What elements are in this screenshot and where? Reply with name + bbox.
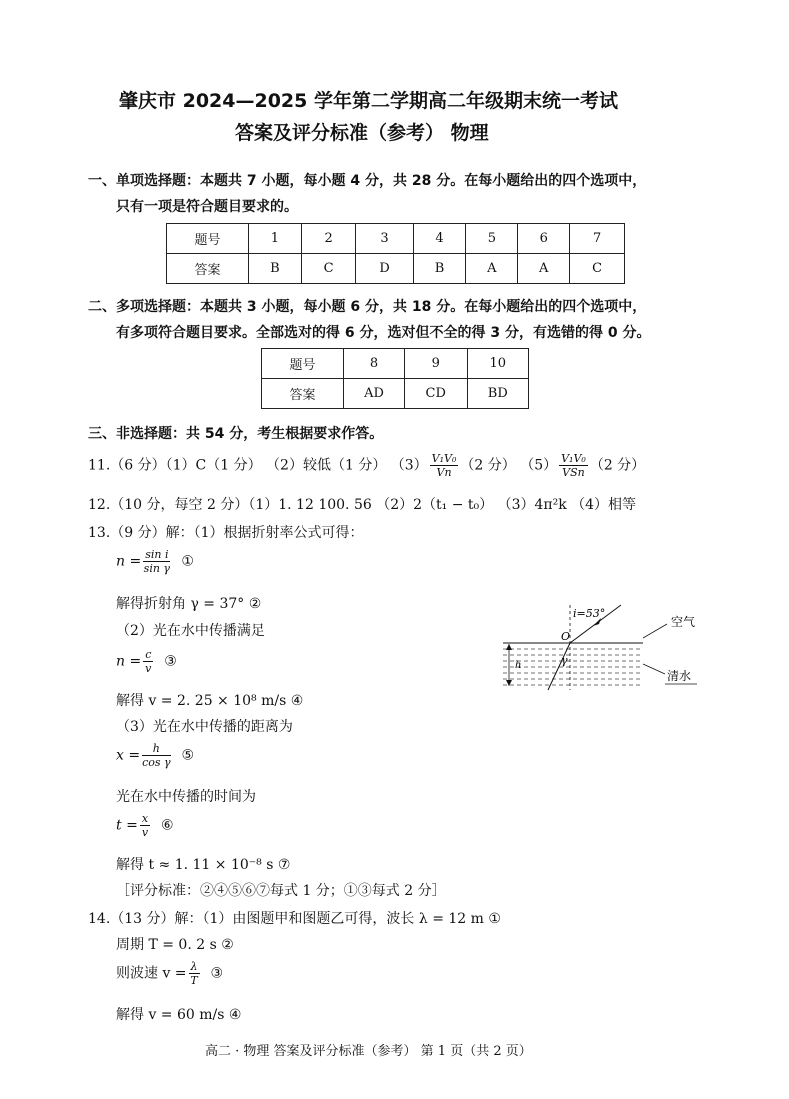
q13-eq1: [116, 548, 194, 575]
table-cell: 5: [466, 224, 518, 254]
q13-eq3-fraction: [143, 648, 153, 675]
table-cell: AD: [344, 379, 405, 409]
q13-eq3-lhs: n =: [116, 653, 142, 670]
q13-line7: 解得 t ≈ 1. 11 × 10⁻⁸ s ⑦: [116, 857, 291, 873]
table-cell: D: [356, 254, 413, 284]
q13-eq6-fraction: [140, 812, 150, 839]
q11-line: [88, 452, 645, 479]
water-leader: [643, 664, 665, 674]
q13-eq5-fraction: [142, 742, 171, 769]
air-label: 空气: [671, 615, 696, 629]
q14-eq3-den: T: [190, 974, 198, 987]
table-cell: BD: [467, 379, 528, 409]
q13-eq5-num: h: [142, 742, 171, 756]
q13-eq5-den: cos γ: [142, 756, 171, 769]
q12-line: 12.（10 分，每空 2 分）（1）1. 12 100. 56 （2）2（t₁ − t₀） （3）4π²k （4）相等: [88, 497, 637, 513]
q13-line6: 光在水中传播的时间为: [116, 789, 256, 805]
table-header-cell: 题号: [167, 224, 249, 254]
q14-heading: 14.（13 分）解：（1）由图题甲和图题乙可得，波长 λ = 12 m ①: [88, 911, 501, 927]
q13-eq6-den: v: [141, 826, 149, 839]
angle-label: i=53°: [573, 607, 606, 620]
refraction-diagram: [495, 600, 715, 695]
q11-mid: （2 分） （5）: [460, 457, 558, 474]
water-lines: [503, 643, 643, 685]
q11-fraction-2: [559, 452, 588, 479]
q13-eq5: [116, 742, 194, 769]
table-row: [262, 379, 529, 409]
q14-eq3-num: λ: [190, 960, 198, 973]
air-leader: [643, 624, 667, 638]
q11-fraction-1: [430, 452, 459, 479]
table-cell: 1: [249, 224, 302, 254]
table-header-cell: 答案: [167, 254, 249, 284]
page-title: 肇庆市 2024—2025 学年第二学期高二年级期末统一考试: [119, 90, 618, 112]
q11-f1-den: Vn: [436, 466, 452, 479]
table-cell: B: [249, 254, 302, 284]
q14-eq3-mark: ③: [210, 965, 223, 982]
table-cell: 10: [467, 349, 528, 379]
q13-line2: 解得折射角 γ = 37° ②: [116, 596, 262, 612]
table-row: [167, 224, 625, 254]
q13-line5: （3）光在水中传播的距离为: [116, 719, 293, 735]
q13-heading: 13.（9 分）解：（1）根据折射率公式可得：: [88, 525, 364, 541]
table-row: [262, 349, 529, 379]
section2-heading-cont: 有多项符合题目要求。全部选对的得 6 分，选对但不全的得 3 分，有选错的得 0 分。: [116, 325, 651, 341]
q13-eq3-mark: ③: [164, 653, 177, 670]
h-label: h: [515, 660, 522, 671]
section1-answer-table: [166, 223, 625, 284]
q14-eq3: [116, 960, 223, 987]
page-subtitle: 答案及评分标准（参考） 物理: [235, 122, 489, 144]
q11-f1-num: V₁V₀: [431, 452, 457, 465]
water-label: 清水: [667, 669, 692, 683]
q13-eq1-mark: ①: [181, 553, 194, 570]
table-cell: 7: [570, 224, 625, 254]
page-footer: 高二 · 物理 答案及评分标准（参考） 第 1 页（共 2 页）: [205, 1044, 532, 1059]
section1-heading-cont: 只有一项是符合题目要求的。: [116, 199, 298, 215]
table-cell: A: [466, 254, 518, 284]
table-header-cell: 答案: [262, 379, 344, 409]
table-cell: CD: [404, 379, 467, 409]
q13-eq3: [116, 648, 177, 675]
section2-heading: 二、多项选择题：本题共 3 小题，每小题 6 分，共 18 分。在每小题给出的四个选项中，: [88, 299, 647, 315]
table-cell: C: [570, 254, 625, 284]
section1-heading: 一、单项选择题：本题共 7 小题，每小题 4 分，共 28 分。在每小题给出的四个选项中，: [88, 173, 647, 189]
gamma-label: γ: [561, 654, 568, 667]
table-header-cell: 题号: [262, 349, 344, 379]
table-cell: 9: [404, 349, 467, 379]
table-cell: 3: [356, 224, 413, 254]
q11-f2-den: VSn: [562, 466, 585, 479]
table-cell: B: [413, 254, 466, 284]
table-cell: 2: [301, 224, 356, 254]
table-cell: C: [301, 254, 356, 284]
table-row: [167, 254, 625, 284]
q14-line4: 解得 v = 60 m/s ④: [116, 1007, 242, 1023]
q13-eq3-num: c: [145, 648, 152, 661]
section2-answer-table: [261, 348, 529, 409]
q13-line3: （2）光在水中传播满足: [116, 623, 265, 639]
q13-eq6-mark: ⑥: [160, 817, 174, 834]
q13-eq1-den: sin γ: [143, 562, 170, 575]
q13-scoring: ［评分标准：②④⑤⑥⑦每式 1 分；①③每式 2 分］: [116, 883, 446, 899]
table-cell: 8: [344, 349, 405, 379]
q13-eq1-fraction: [143, 548, 170, 575]
q13-eq6-lhs: t =: [116, 817, 138, 834]
table-cell: 4: [413, 224, 466, 254]
q13-eq6: [116, 812, 174, 839]
section3-heading: 三、非选择题：共 54 分，考生根据要求作答。: [88, 426, 384, 442]
q14-line2: 周期 T = 0. 2 s ②: [116, 937, 234, 953]
q14-eq3-lhs: 则波速 v =: [116, 965, 187, 982]
q13-eq6-num: x: [141, 812, 149, 825]
table-cell: A: [518, 254, 570, 284]
q13-eq1-num: sin i: [145, 548, 169, 561]
q13-line4: 解得 v = 2. 25 × 10⁸ m/s ④: [116, 693, 304, 709]
q13-eq5-mark: ⑤: [181, 747, 195, 764]
q13-eq5-lhs: x =: [116, 747, 141, 764]
table-cell: 6: [518, 224, 570, 254]
q11-suffix: （2 分）: [589, 457, 646, 474]
q11-prefix: 11.（6 分）（1）C（1 分） （2）较低（1 分） （3）: [88, 457, 428, 474]
q13-eq3-den: v: [145, 662, 152, 675]
q14-eq3-fraction: [189, 960, 200, 987]
arrow-up-icon: [506, 644, 512, 650]
origin-label: O: [561, 630, 571, 643]
q13-eq1-lhs: n =: [116, 553, 142, 570]
q11-f2-num: V₁V₀: [561, 452, 586, 465]
